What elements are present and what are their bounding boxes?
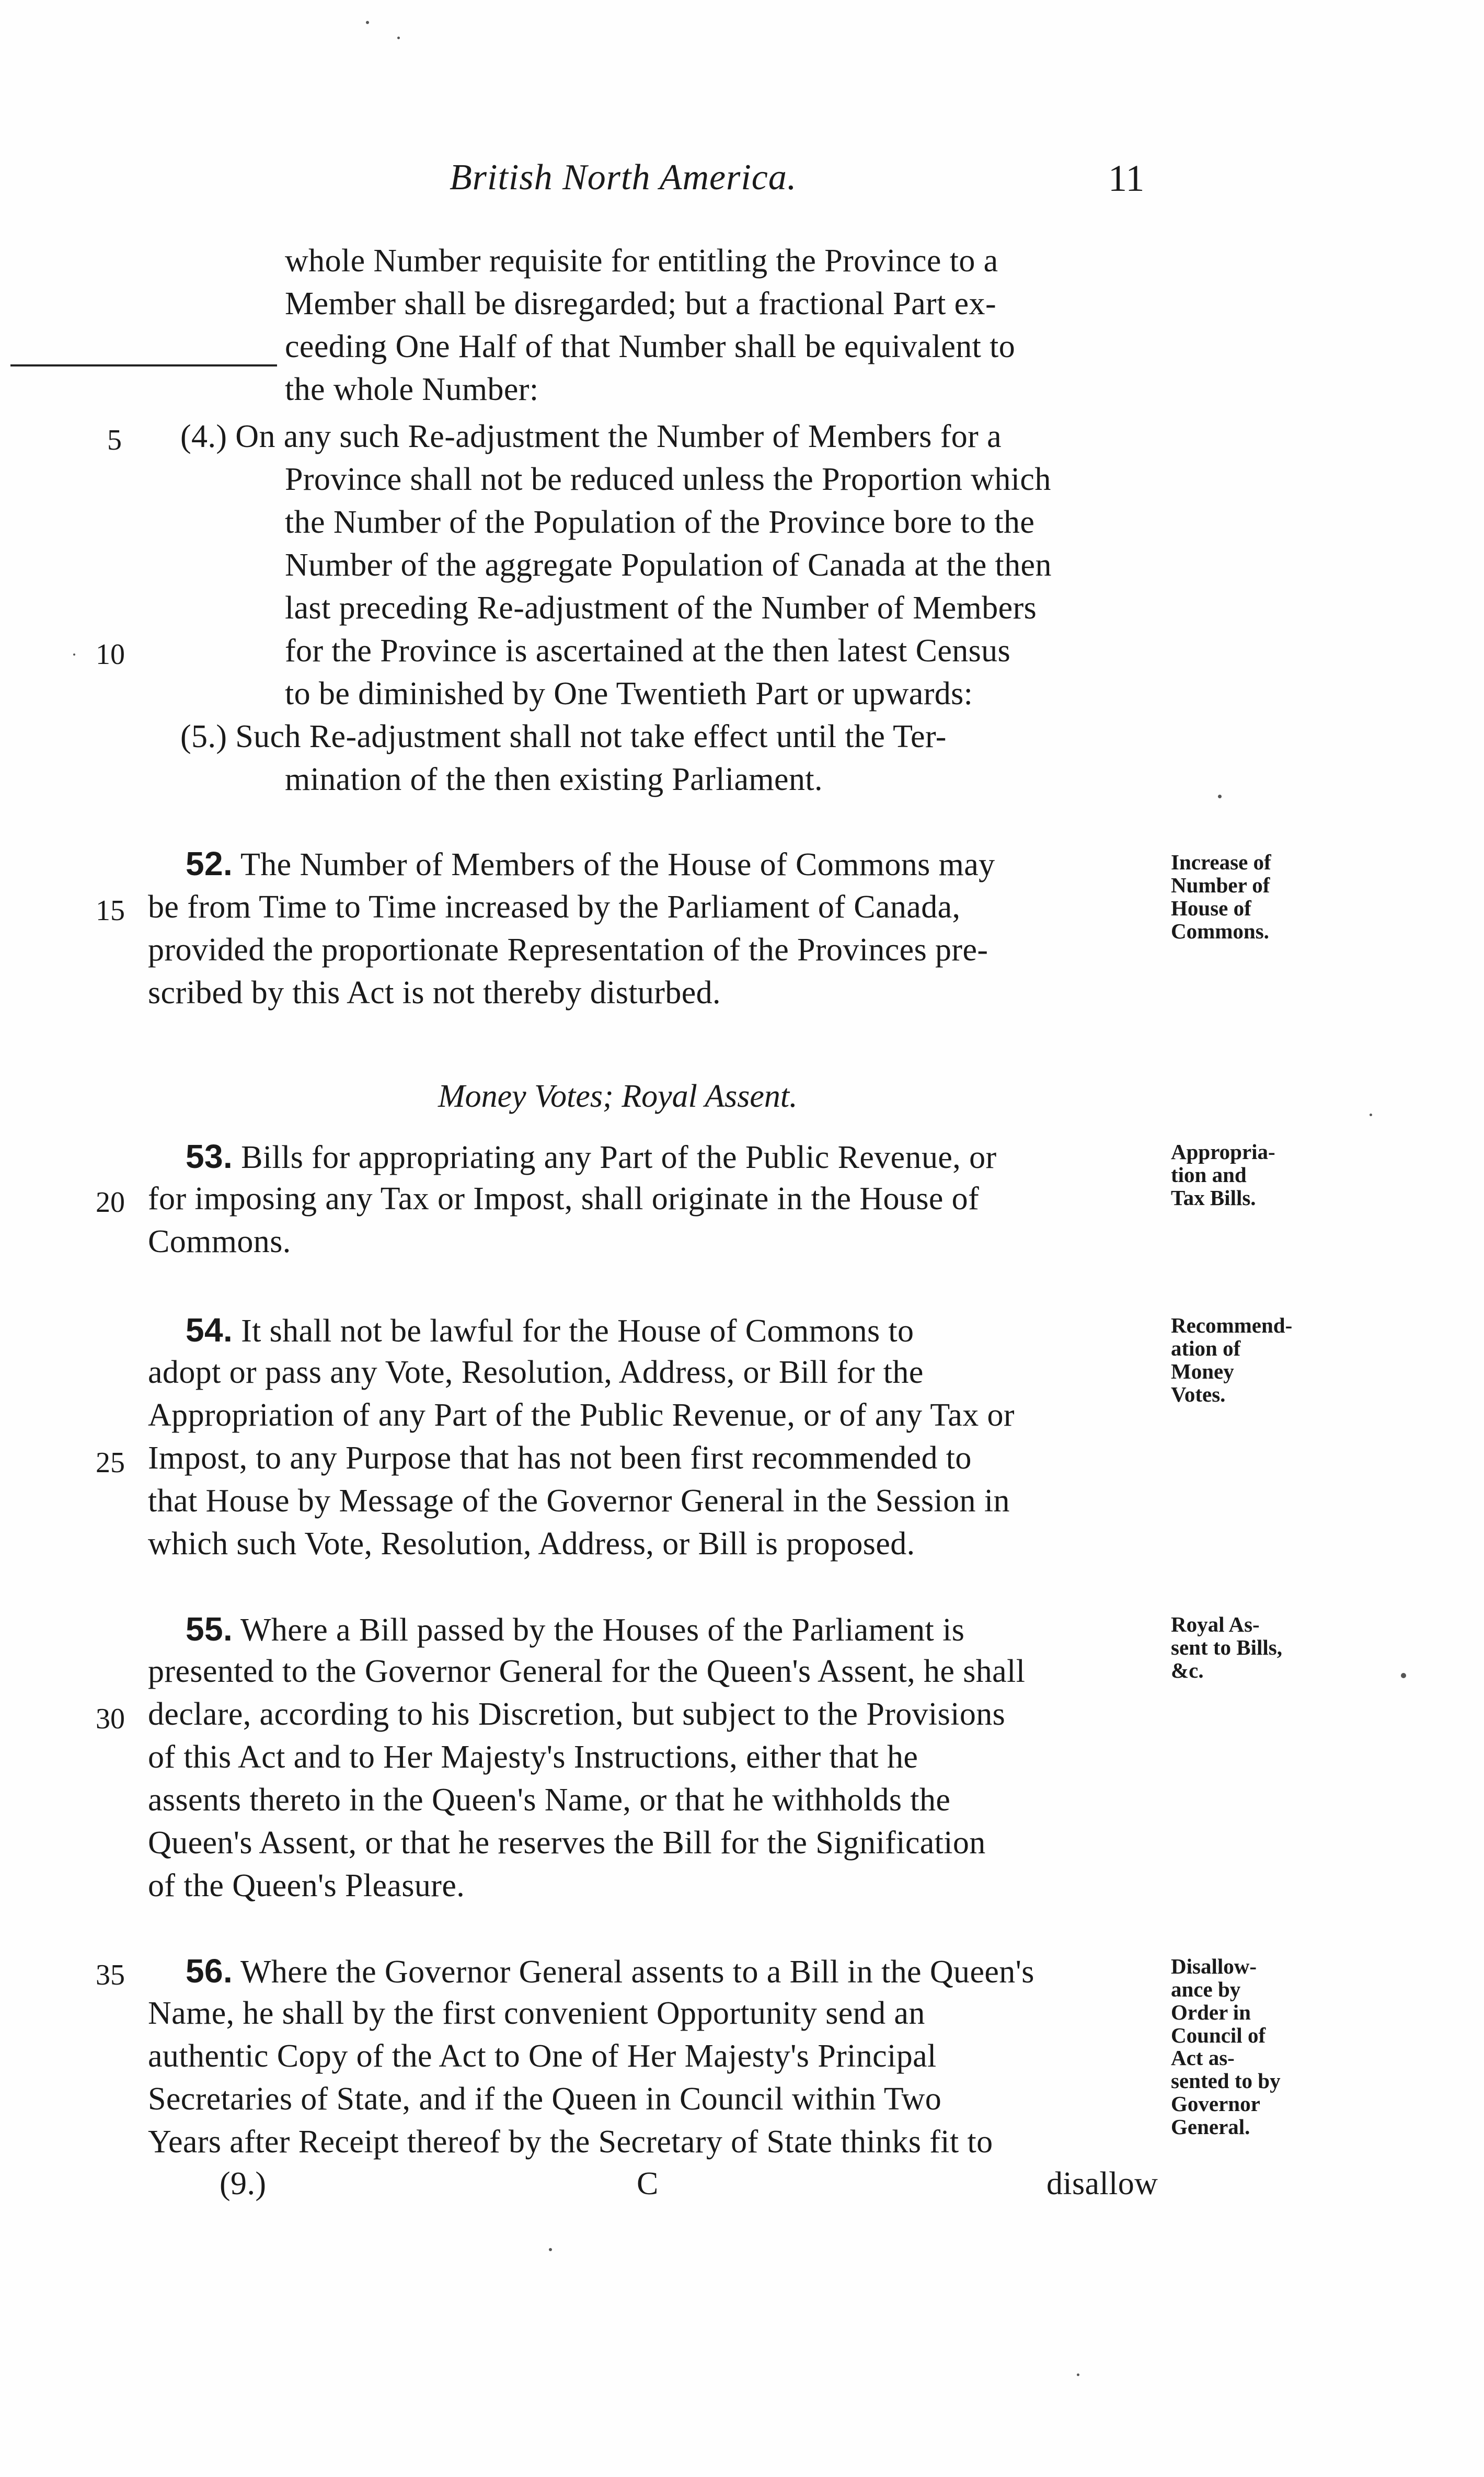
section-number: 56. — [186, 1952, 233, 1990]
section-number: 54. — [186, 1311, 233, 1349]
text-line: ceeding One Half of that Number shall be equivalent to — [285, 329, 1016, 364]
text-line: (4.) On any such Re-adjustment the Number of Members for a — [180, 419, 1002, 454]
section-56-first-line: 56. Where the Governor General assents to a Bill in the Queen's — [186, 1952, 1034, 1990]
page-number: 11 — [1108, 157, 1145, 199]
text-line: assents thereto in the Queen's Name, or that he withholds the — [148, 1782, 951, 1818]
sheet-letter: C — [637, 2166, 659, 2201]
running-header-title: British North America. — [450, 157, 797, 198]
line-number: 25 — [96, 1447, 125, 1479]
text-line: to be diminished by One Twentieth Part or upwards: — [285, 676, 973, 712]
text-line: authentic Copy of the Act to One of Her Majesty's Principal — [148, 2038, 937, 2074]
text-line: for the Province is ascertained at the then latest Census — [285, 633, 1011, 669]
line-number: 35 — [96, 1959, 125, 1991]
margin-note-section-53: Appropria- tion and Tax Bills. — [1171, 1140, 1275, 1210]
section-number: 53. — [186, 1138, 233, 1175]
scan-speck — [366, 21, 369, 24]
text-line: Appropriation of any Part of the Public Revenue, or of any Tax or — [148, 1397, 1015, 1433]
text-line: Province shall not be reduced unless the Proportion which — [285, 462, 1051, 497]
text-line: Impost, to any Purpose that has not been first recommended to — [148, 1440, 972, 1476]
text-line: which such Vote, Resolution, Address, or Bill is proposed. — [148, 1526, 915, 1562]
text-line: Member shall be disregarded; but a fractional Part ex- — [285, 286, 996, 322]
signature-mark: (9.) — [220, 2166, 267, 2201]
text-line: the Number of the Population of the Province bore to the — [285, 504, 1035, 540]
scan-speck — [1077, 2373, 1079, 2376]
scan-speck — [397, 37, 400, 39]
section-number: 55. — [186, 1610, 233, 1648]
margin-rule — [10, 364, 277, 366]
line-number: 20 — [96, 1186, 125, 1219]
scan-speck — [1401, 1673, 1406, 1678]
section-number: 52. — [186, 845, 233, 882]
line-number: 15 — [96, 895, 125, 927]
margin-note-section-54: Recommend- ation of Money Votes. — [1171, 1313, 1293, 1406]
text-line: (5.) Such Re-adjustment shall not take effect until the Ter- — [180, 719, 947, 754]
text-line: Name, he shall by the first convenient Opportunity send an — [148, 1996, 925, 2031]
section-52-first-line: 52. The Number of Members of the House of Commons may — [186, 845, 995, 882]
text-line: Years after Receipt thereof by the Secretary of State thinks fit to — [148, 2124, 993, 2160]
scan-speck — [1218, 795, 1222, 798]
text-line: mination of the then existing Parliament. — [285, 762, 823, 797]
margin-note-section-56: Disallow- ance by Order in Council of Act as- sented to by Governor General. — [1171, 1954, 1281, 2139]
section-53-first-line: 53. Bills for appropriating any Part of the Public Revenue, or — [186, 1138, 997, 1175]
margin-note-section-52: Increase of Number of House of Commons. — [1171, 850, 1271, 943]
text-line: whole Number requisite for entitling the Province to a — [285, 243, 998, 279]
text-line: that House by Message of the Governor General in the Session in — [148, 1483, 1010, 1519]
text-line: declare, according to his Discretion, but subject to the Provisions — [148, 1696, 1006, 1732]
text-line: scribed by this Act is not thereby disturbed. — [148, 975, 721, 1011]
text-line: presented to the Governor General for the Queen's Assent, he shall — [148, 1654, 1026, 1689]
line-number: 10 — [96, 638, 125, 671]
text-line: Secretaries of State, and if the Queen in Council within Two — [148, 2081, 942, 2117]
text-line: of the Queen's Pleasure. — [148, 1868, 465, 1903]
subheading: Money Votes; Royal Assent. — [438, 1079, 798, 1114]
scan-speck — [1370, 1114, 1372, 1116]
text-line: of this Act and to Her Majesty's Instructions, either that he — [148, 1739, 918, 1775]
text-line: adopt or pass any Vote, Resolution, Address, or Bill for the — [148, 1355, 924, 1390]
section-54-first-line: 54. It shall not be lawful for the House of Commons to — [186, 1311, 914, 1349]
catchword: disallow — [1046, 2166, 1158, 2201]
line-number: 5 — [107, 424, 122, 456]
line-number: 30 — [96, 1703, 125, 1735]
text-line: be from Time to Time increased by the Parliament of Canada, — [148, 889, 961, 925]
text-line: the whole Number: — [285, 372, 539, 407]
text-line: Commons. — [148, 1224, 291, 1259]
scan-speck — [73, 653, 75, 656]
text-line: Number of the aggregate Population of Canada at the then — [285, 547, 1052, 583]
section-55-first-line: 55. Where a Bill passed by the Houses of the Parliament is — [186, 1610, 965, 1648]
scan-speck — [549, 2248, 552, 2251]
text-line: for imposing any Tax or Impost, shall originate in the House of — [148, 1181, 980, 1217]
text-line: Queen's Assent, or that he reserves the Bill for the Signification — [148, 1825, 986, 1861]
margin-note-section-55: Royal As- sent to Bills, &c. — [1171, 1612, 1282, 1682]
text-line: last preceding Re-adjustment of the Number of Members — [285, 590, 1037, 626]
text-line: provided the proportionate Representation of the Provinces pre- — [148, 932, 988, 968]
